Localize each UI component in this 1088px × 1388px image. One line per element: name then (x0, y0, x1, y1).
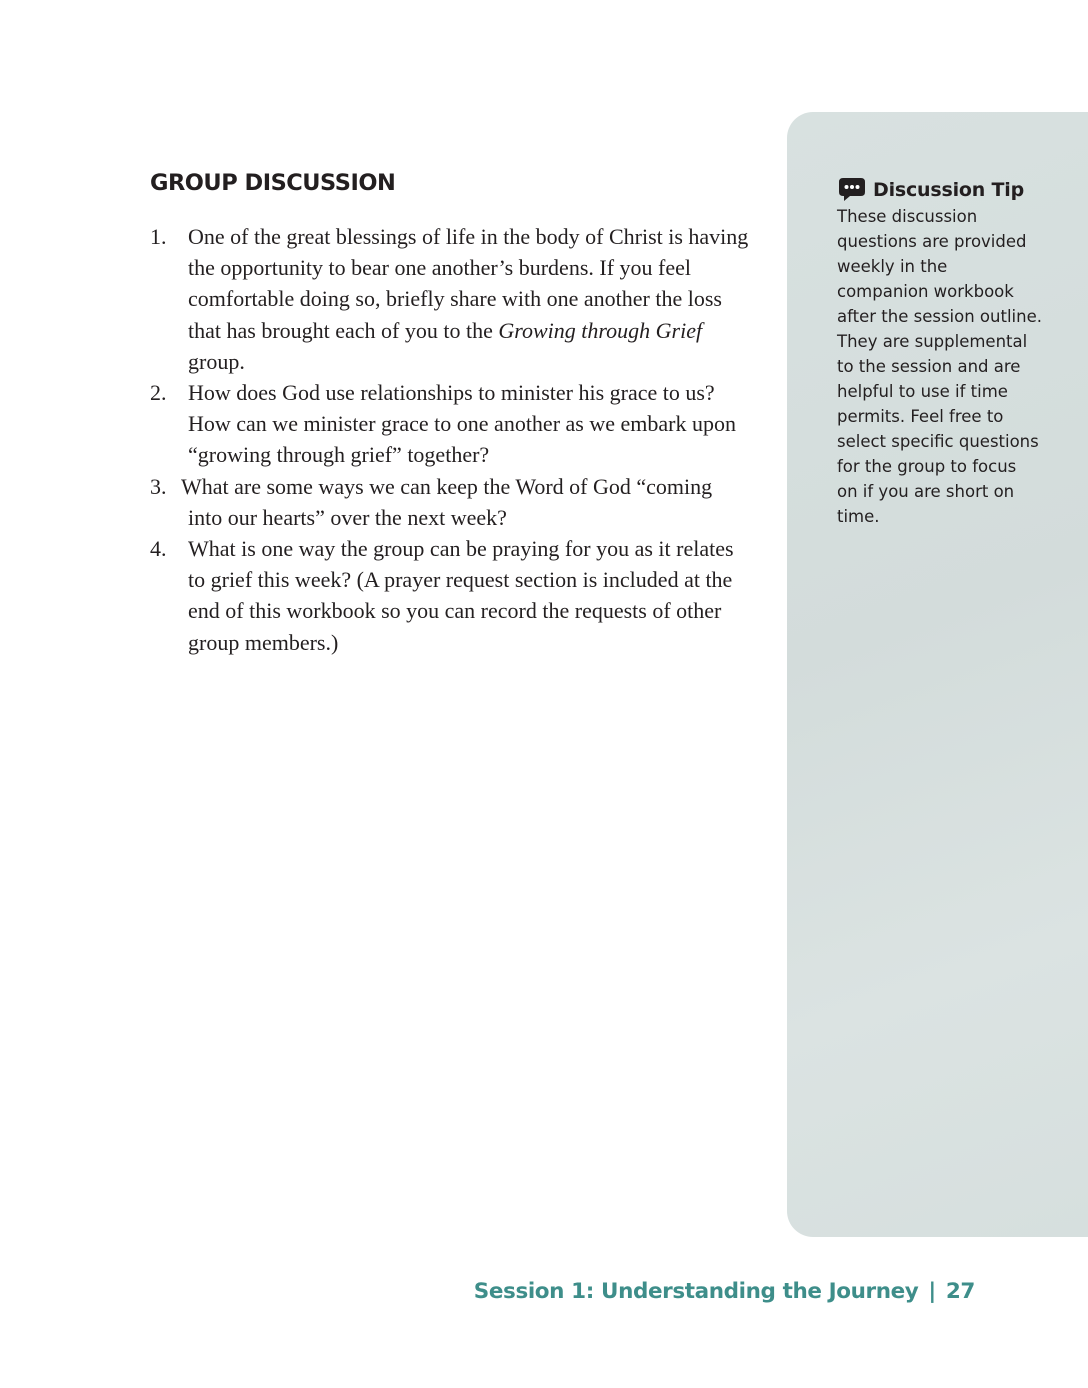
discussion-tip-header (838, 177, 1024, 203)
session-title: Session 1: Understanding the Journey (473, 1279, 919, 1304)
question-item (150, 533, 750, 658)
question-number: 1. (150, 224, 167, 249)
question-number: 2. (150, 380, 167, 406)
footer-separator: | (928, 1279, 936, 1304)
question-text: What are some ways we can keep the Word of God “coming into our hearts” over the next week? (181, 473, 713, 530)
question-list (150, 221, 750, 658)
discussion-tip-title: Discussion Tip (873, 179, 1024, 201)
page-number: 27 (945, 1279, 975, 1304)
question-item (150, 471, 750, 533)
section-heading: GROUP DISCUSSION (150, 170, 396, 196)
question-text: One of the great blessings of life in the body of Christ is having the opportunity to bear one another’s burdens. If you feel comfortable doing so, briefly share with one another the loss that has brought each of you to the (188, 224, 749, 343)
question-item (150, 221, 750, 377)
discussion-tip-text: These discussion questions are provided weekly in the companion workbook after the session outline. They are supplemental to the session and are helpful to use if time permits. Feel free to select specific questions for the group to focus on if you are short on time. (837, 207, 1042, 526)
question-number: 3. (150, 473, 167, 499)
workbook-title: Growing through Grief (498, 317, 703, 343)
speech-bubble-icon (838, 177, 866, 203)
page-footer (474, 1279, 975, 1304)
question-number: 4. (150, 536, 167, 562)
question-text: How does God use relationships to minister his grace to us? How can we minister grace to one another as we embark upon “growing through grief” together? (188, 380, 736, 468)
question-text-end: group. (188, 348, 245, 374)
question-text: What is one way the group can be praying for you as it relates to grief this week? (A prayer request section is included at the end of this workbook so you can record the requests of other group members.) (188, 536, 734, 655)
question-item (150, 377, 750, 471)
